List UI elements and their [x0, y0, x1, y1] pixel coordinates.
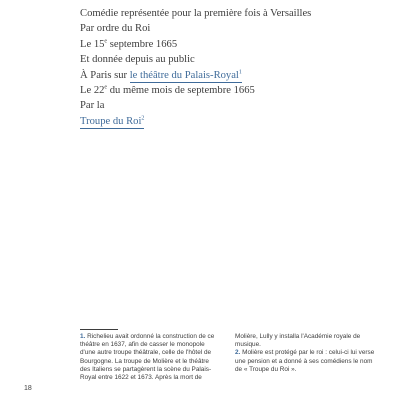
footnote-number: 1.: [80, 333, 86, 340]
date-paris-end: du même mois de septembre 1665: [107, 85, 255, 97]
troupe-du-roi-link-text: Troupe du Roi: [80, 115, 142, 127]
date-paris-start: Le 22: [80, 85, 105, 97]
text-line-ordre: Par ordre du Roi: [80, 23, 151, 35]
ordinal-suffix: e: [104, 38, 108, 45]
palais-royal-link[interactable]: [130, 70, 242, 83]
text-line-date-paris: [80, 83, 380, 98]
page-number: 18: [24, 385, 32, 392]
date-versailles-end: septembre 1665: [107, 38, 178, 50]
footnote-text: Molière est protégé par le roi : celui-ci lui verse une pension et a donné à ses comédiens le nom de « Troupe du Roi ».: [235, 349, 375, 373]
footnote-2: [235, 349, 376, 374]
text-line-public: Et donnée depuis au public: [80, 54, 195, 66]
footnotes: [80, 333, 376, 382]
palais-royal-link-text: le théâtre du Palais-Royal: [129, 69, 239, 81]
text-line-date-versailles: [80, 37, 380, 52]
text-line-premiere: Comédie représentée pour la première fois à Versailles: [80, 8, 312, 19]
title-page-text: [80, 6, 380, 129]
text-line-paris: [80, 68, 380, 83]
footnote-divider: [80, 329, 118, 330]
text-line-troupe: [80, 114, 380, 129]
paris-prefix: À Paris sur: [80, 69, 130, 81]
ordinal-suffix: e: [104, 84, 108, 91]
footnote-ref-1[interactable]: 1: [238, 69, 242, 76]
date-versailles-start: Le 15: [80, 38, 105, 50]
footnote-ref-2[interactable]: 2: [141, 115, 145, 122]
text-line-par-la: Par la: [80, 100, 105, 112]
footnote-text: Richelieu avait ordonné la construction de ce théâtre en 1637, afin de casser le monopole d'une autre troupe théâtrale, celle de l'hôtel de Bourgogne. La troupe de Molière et le théâtre des Italiens se partagèrent la scène du Palais-Royal entre 1622 et 1673. Après la mort de Molière, Lully y installa l'Académie royale de musique.: [80, 333, 361, 382]
troupe-du-roi-link[interactable]: [80, 116, 144, 129]
footnote-number: 2.: [235, 349, 241, 357]
